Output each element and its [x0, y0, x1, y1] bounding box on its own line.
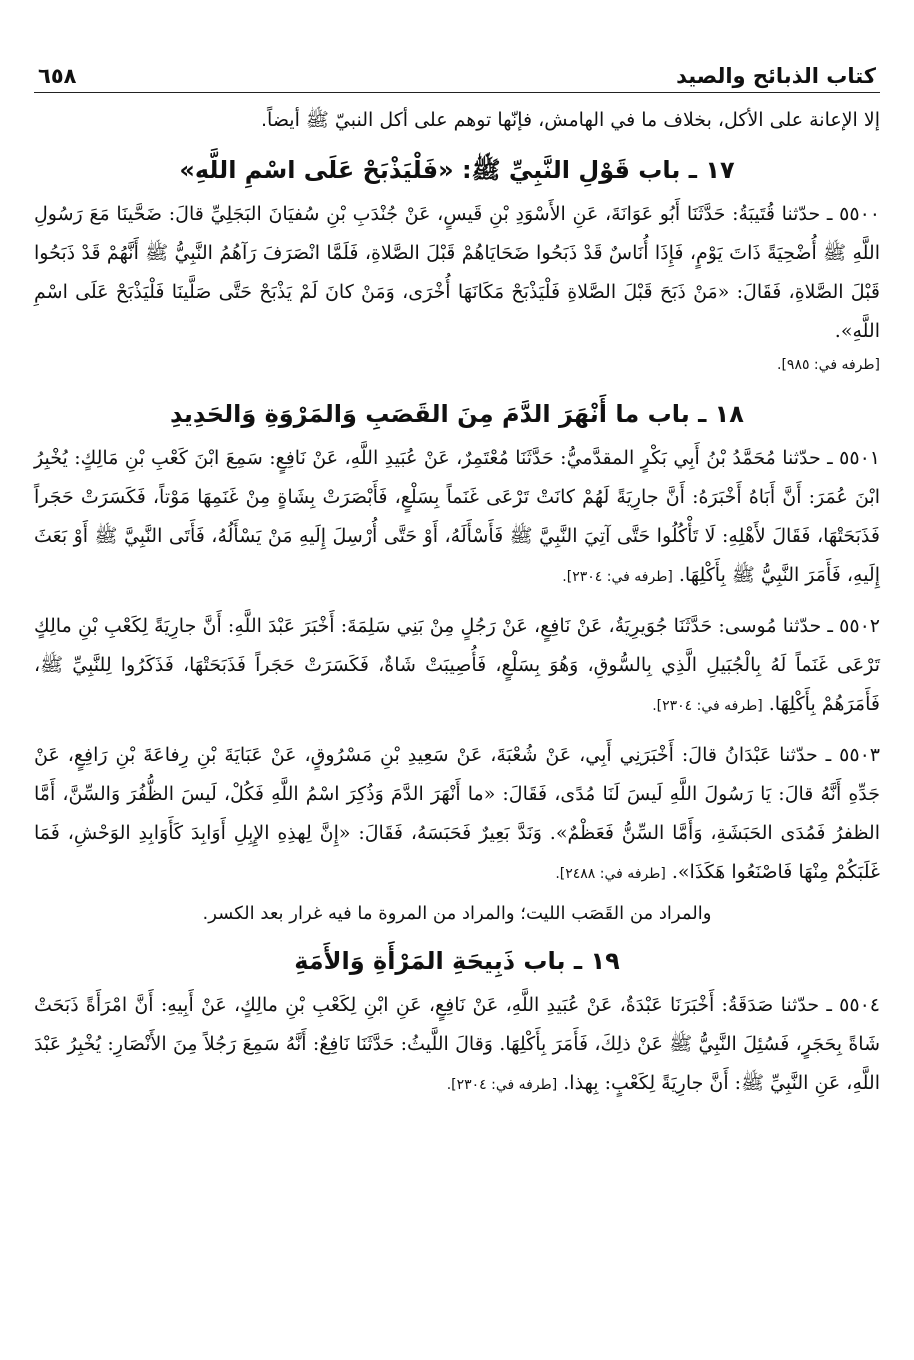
hadith-5500 [34, 195, 880, 351]
hadith-5501 [34, 439, 880, 597]
explanatory-note: والمراد من القَصَب الليت؛ والمراد من المروة ما فيه غرار بعد الكسر. [202, 903, 712, 924]
hadith-5503-reference: [طرفه في: ٢٤٨٨]. [555, 866, 666, 882]
hadith-5502 [34, 607, 880, 726]
chapter-17-title: ١٧ ـ باب قَوْلِ النَّبِيِّ ﷺ: «فَلْيَذْبَحْ عَلَى اسْمِ اللَّهِ» [179, 156, 735, 184]
hadith-5502-text: ٥٥٠٢ ـ حدّثنا مُوسى: حَدَّثَنَا جُوَيرِيَةُ، عَنْ نَافِعٍ، عَنْ رَجُلٍ مِنْ بَنِي سَلِمَةَ: أَخْبَرَ عَبْدَ اللَّهِ: أَنَّ جارِيَةً لِكَعْبِ بْنِ مالِكٍ تَرْعَى غَنَماً لَهُ بِالْجُبَيلِ الَّذِي بِالسُّوقِ، وَهُوَ بِسَلْعٍ، فَأُصِيبَتْ شَاةٌ، فَكَسَرَتْ حَجَراً فَذَبَحَتْهَا، فَذَكَرُوا لِلنَّبِيِّ ﷺ، فَأَمَرَهُمْ بِأَكْلِهَا. [34, 615, 880, 715]
page-number: ٦٥٨ [38, 64, 77, 88]
book-page [34, 40, 880, 1340]
chapter-19-title: ١٩ ـ باب ذَبِيحَةِ المَرْأَةِ وَالأَمَةِ [294, 947, 620, 975]
intro-text: إلا الإعانة على الأكل، بخلاف ما في الهامش، فإنّها توهم على أكل النبيّ ﷺ أيضاً. [261, 109, 880, 131]
book-title: كتاب الذبائح والصيد [676, 64, 876, 88]
hadith-5501-text: ٥٥٠١ ـ حدّثنا مُحَمَّدُ بْنُ أَبِي بَكْرٍ المقدَّميُّ: حَدَّثَنَا مُعْتَمِرٌ، عَنْ عُبَيدِ اللَّهِ، عَنْ نَافِعٍ: سَمِعَ ابْنَ كَعْبِ بْنِ مَالِكٍ: يُخْبِرُ ابْنَ عُمَرَ: أَنَّ أَبَاهُ أَخْبَرَهُ: أَنَّ جارِيَةً لَهُمْ كانَتْ تَرْعَى غَنَماً بِسَلْعٍ، فَأَبْصَرَتْ بِشَاةٍ مِنْ غَنَمِهَا مَوْتاً، فَكَسَرَتْ حَجَراً فَذَبَحَتْهَا، فَقَالَ لأَهْلِهِ: لَا تَأْكُلُوا حَتَّى آتِيَ النَّبِيَّ ﷺ فَأَسْأَلَهُ، أَوْ حَتَّى أُرْسِلَ إِلَيهِ مَنْ يَسْأَلُهُ، فَأَتَى النَّبِيَّ ﷺ أَوْ بَعَثَ إِلَيهِ، فَأَمَرَ النَّبِيُّ ﷺ بِأَكْلِهَا. [34, 447, 880, 586]
hadith-5503 [34, 736, 880, 894]
hadith-5500-text: ٥٥٠٠ ـ حدّثنا قُتَيبَةُ: حَدَّثَنَا أَبُو عَوَانَةَ، عَنِ الأَسْوَدِ بْنِ قَيسٍ، عَنْ جُنْدَبِ بْنِ سُفيَانَ البَجَلِيِّ قالَ: ضَحَّينَا مَعَ رَسُولِ اللَّهِ ﷺ أُضْحِيَةً ذَاتَ يَوْمٍ، فَإِذَا أُنَاسٌ قَدْ ذَبَحُوا ضَحَايَاهُمْ قَبْلَ الصَّلاةِ، فَلَمَّا انْصَرَفَ رَآهُمُ النَّبِيُّ ﷺ أَنَّهُمْ قَدْ ذَبَحُوا قَبْلَ الصَّلاةِ، فَقَالَ: «مَنْ ذَبَحَ قَبْلَ الصَّلاةِ فَلْيَذْبَحْ مَكَانَهَا أُخْرَى، وَمَنْ كانَ لَمْ يَذْبَحْ حَتَّى صَلَّينَا فَلْيَذْبَحْ عَلَى اسْمِ اللَّهِ». [34, 203, 880, 342]
running-header [34, 40, 880, 93]
hadith-5504 [34, 986, 880, 1105]
hadith-5502-reference: [طرفه في: ٢٣٠٤]. [652, 698, 763, 714]
hadith-5501-reference: [طرفه في: ٢٣٠٤]. [562, 569, 673, 585]
chapter-18-title: ١٨ ـ باب ما أَنْهَرَ الدَّمَ مِنَ القَصَبِ وَالمَرْوَةِ وَالحَدِيدِ [170, 400, 744, 428]
hadith-5503-text: ٥٥٠٣ ـ حدّثنا عَبْدَانُ قالَ: أَخْبَرَنِي أَبِي، عَنْ شُعْبَةَ، عَنْ سَعِيدِ بْنِ مَسْرُوقٍ، عَنْ عَبَايَةَ بْنِ رِفاعَةَ بْنِ رَافِعٍ، عَنْ جَدِّهِ أَنَّهُ قالَ: يَا رَسُولَ اللَّهِ لَيسَ لَنَا مُدًى، فَقَالَ: «ما أَنْهَرَ الدَّمَ وَذُكِرَ اسْمُ اللَّهِ فَكُلْ، لَيسَ الظُّفُرَ وَالسِّنَّ، أَمَّا الظفرُ فَمُدَى الحَبَشَةِ، وَأَمَّا السِّنُّ فَعَظْمٌ». وَنَدَّ بَعِيرٌ فَحَبَسَهُ، فَقَالَ: «إِنَّ لِهذِهِ الإِبِلِ أَوَابِدَ كَأَوَابِدِ الوَحْشِ، فَمَا غَلَبَكُمْ مِنْهَا فَاصْنَعُوا هَكَذَا». [34, 744, 880, 883]
hadith-5500-reference: [طرفه في: ٩٨٥]. [777, 357, 880, 373]
hadith-5504-reference: [طرفه في: ٢٣٠٤]. [446, 1077, 558, 1093]
hadith-5504-text: ٥٥٠٤ ـ حدّثنا صَدَقَةُ: أَخْبَرَنَا عَبْدَةُ، عَنْ عُبَيدِ اللَّهِ، عَنْ نَافِعٍ، عَنِ ابْنِ لِكَعْبِ بْنِ مالِكٍ، عَنْ أَبِيهِ: أَنَّ امْرَأَةً ذَبَحَتْ شَاةً بِحَجَرٍ، فَسُئِلَ النَّبِيُّ ﷺ عَنْ ذلِكَ، فَأَمَرَ بِأَكْلِهَا. وَقالَ اللَّيثُ: حَدَّثَنَا نَافِعٌ: أَنَّهُ سَمِعَ رَجُلاً مِنَ الأَنْصَارِ: يُخْبِرُ عَبْدَ اللَّهِ، عَنِ النَّبِيِّ ﷺ: أَنَّ جارِيَةً لِكَعْبٍ: بِهذا. [34, 994, 880, 1094]
